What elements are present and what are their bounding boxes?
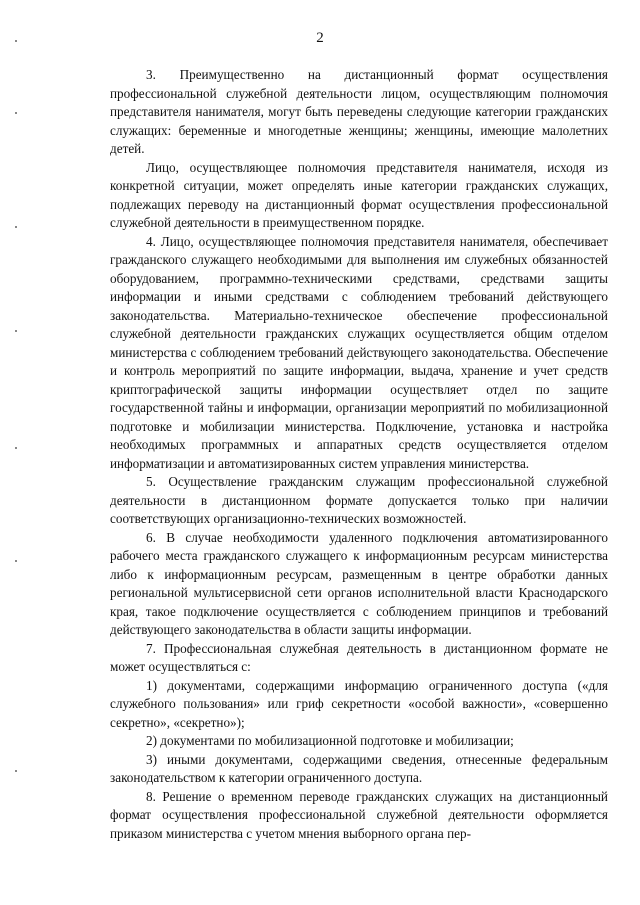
paragraph-3-continued: Лицо, осуществляющее полномочия представителя нанимателя, исходя из конкретной ситуации, может определять иные категории гражданских служащих, подлежащих переводу на дистанционный формат осуществления профессиональной служебной деятельности в преимущественном порядке. bbox=[110, 159, 608, 230]
document-body bbox=[110, 66, 608, 843]
paragraph-7-item-2: 2) документами по мобилизационной подготовке и мобилизации; bbox=[146, 733, 514, 748]
paragraph-8: 8. Решение о временном переводе гражданских служащих на дистанционный формат осуществления профессиональной служебной деятельности оформляется приказом министерства с учетом мнения выборного органа пер- bbox=[110, 788, 608, 841]
page-number: 2 bbox=[316, 30, 324, 46]
paragraph-4: 4. Лицо, осуществляющее полномочия представителя нанимателя, обеспечивает гражданского служащего необходимыми для выполнения им служебных обязанностей оборудованием, программно-техническими средствами, средствами защиты информации и иными средствами с соблюдением требований действующего законодательства. Материально-техническое обеспечение профессиональной служебной деятельности гражданских служащих осуществляется общим отделом министерства с соблюдением требований действующего законодательства. Обеспечение и контроль мероприятий по защите информации, выдача, хранение и учет средств криптографической защиты информации осуществляет отдел по защите государственной тайны и информации, организации мероприятий по мобилизационной подготовке и мобилизации министерства. Подключение, установка и настройка необходимых программных и аппаратных средств осуществляется отделом информатизации и автоматизированных систем управления министерства. bbox=[110, 233, 608, 471]
paragraph-6: 6. В случае необходимости удаленного подключения автоматизированного рабочего места гражданского служащего к информационным ресурсам министерства либо к информационным ресурсам, размещенным в центре обработки данных региональной мультисервисной сети органов исполнительной власти Краснодарского края, такое подключение осуществляется с соблюдением принципов и требований действующего законодательства в области защиты информации. bbox=[110, 529, 608, 637]
paragraph-7-item-3: 3) иными документами, содержащими сведения, отнесенные федеральным законодательством к категории ограниченного доступа. bbox=[110, 751, 608, 785]
paragraph-7: 7. Профессиональная служебная деятельность в дистанционном формате не может осуществляться с: bbox=[110, 640, 608, 674]
paragraph-3: 3. Преимущественно на дистанционный формат осуществления профессиональной служебной деятельности лицом, осуществляющим полномочия представителя нанимателя, могут быть переведены следующие категории гражданских служащих: беременные и многодетные женщины; женщины, имеющие малолетних детей. bbox=[110, 67, 608, 156]
paragraph-7-item-1: 1) документами, содержащими информацию ограниченного доступа («для служебного пользования» или гриф секретности «особой важности», «совершенно секретно», «секретно»); bbox=[110, 677, 608, 730]
paragraph-5: 5. Осуществление гражданским служащим профессиональной служебной деятельности в дистанционном формате допускается только при наличии соответствующих организационно-технических возможностей. bbox=[110, 474, 608, 526]
